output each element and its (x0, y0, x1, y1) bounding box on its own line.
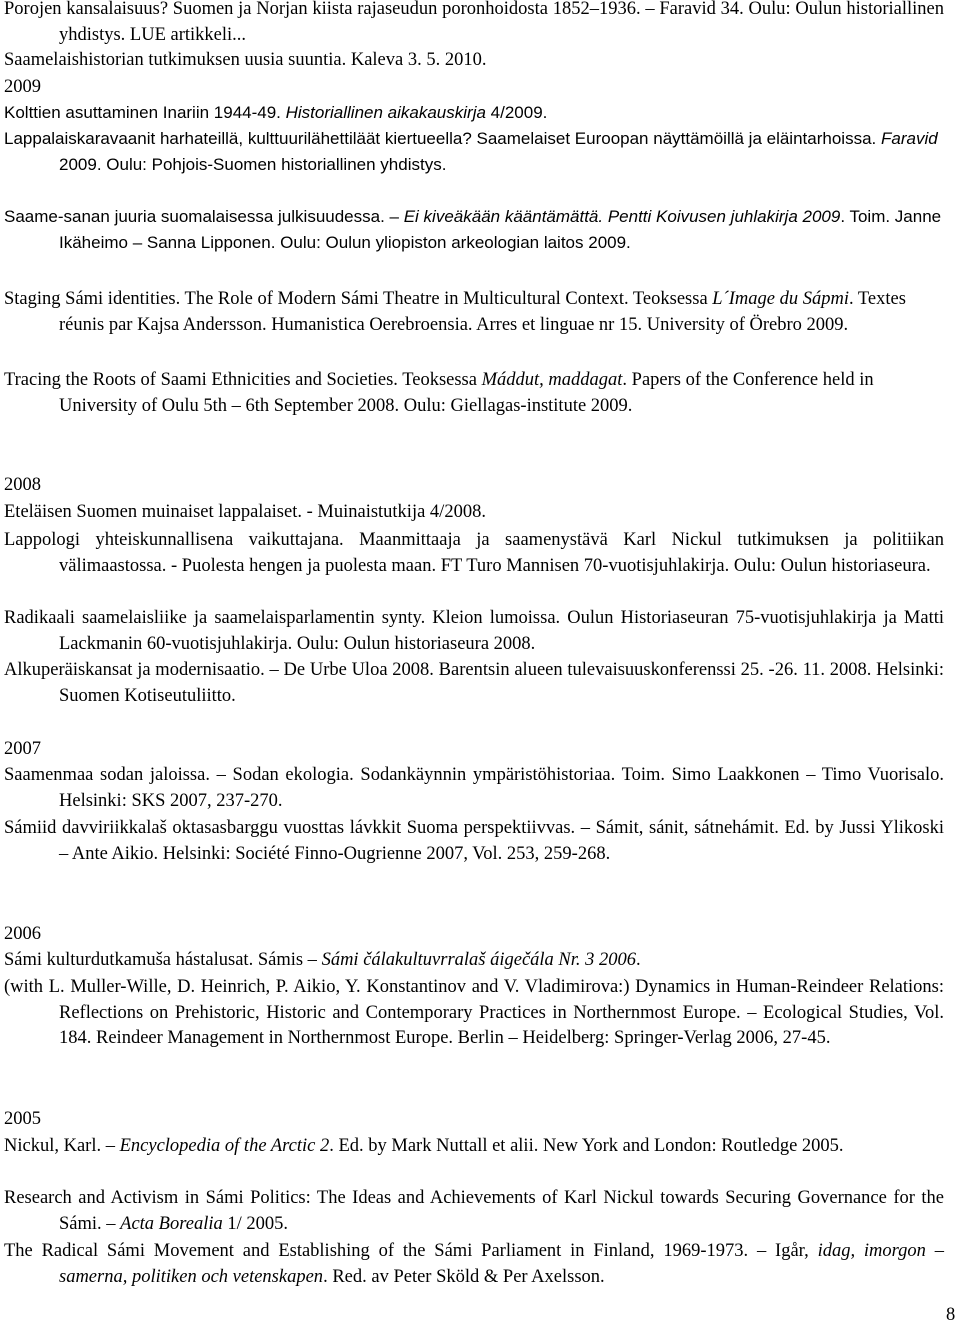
bib-entry-radical-sami: The Radical Sámi Movement and Establishing of the Sámi Parliament in Finland, 1969-1973. – Igår, idag, imorgon – samerna, politiken och vetenskapen. Red. av Peter Sköld & Per Axelsson. (4, 1241, 945, 1287)
bib-entry-sami-kultur: Sámi kulturdutkamuša hástalusat. Sámis – Sámi čálakultuvrralaš áigečála Nr. 3 2006. (4, 950, 641, 970)
bib-entry-lappologi: Lappologi yhteiskunnallisena vaikuttajana. Maanmittaaja ja saamenystävä Karl Nickul tutkimuksen ja politiikan välimaastossa. - Puolesta hengen ja puolesta maan. FT Turo Mannisen 70-vuotisjuhlakirja. Oulu: Oulun historiaseura. (4, 530, 944, 576)
bib-entry-saamenmaa: Saamenmaa sodan jaloissa. – Sodan ekologia. Sodankäynnin ympäristöhistoriaa. Toim. Simo Laakkonen – Timo Vuorisalo. Helsinki: SKS 2007, 237-270. (4, 765, 944, 811)
bib-entry-porojen: Porojen kansalaisuus? Suomen ja Norjan kiista rajaseudun poronhoidosta 1852–1936. – Faravid 34. Oulu: Oulun historiallinen yhdistys. LUE artikkeli... (4, 0, 944, 45)
year-heading-2008: 2008 (4, 475, 41, 495)
bib-entry-tracing-roots: Tracing the Roots of Saami Ethnicities and Societies. Teoksessa Máddut, maddagat. Papers of the Conference held in University of Oulu 5th – 6th September 2008. Oulu: Giellagas-institute 2009. (4, 370, 874, 416)
bib-entry-kolttien: Kolttien asuttaminen Inariin 1944-49. Historiallinen aikakauskirja 4/2009. (4, 103, 548, 122)
bib-entry-samiid: Sámiid davviriikkalaš oktasasbarggu vuosttas lávkkit Suoma perspektiivvas. – Sámit, sánit, sátnehámit. Ed. by Jussi Ylikoski – Ante Aikio. Helsinki: Société Finno-Ougrienne 2007, Vol. 253, 259-268. (4, 818, 944, 864)
year-heading-2006: 2006 (4, 924, 41, 944)
year-heading-2009: 2009 (4, 77, 41, 97)
bib-entry-alkuperaiskansat: Alkuperäiskansat ja modernisaatio. – De Urbe Uloa 2008. Barentsin alueen tulevaisuuskonferenssi 25. -26. 11. 2008. Helsinki: Suomen Kotiseutuliitto. (4, 660, 944, 706)
bib-entry-lappalaiskaravaanit: Lappalaiskaravaanit harhateillä, kulttuurilähettiläät kiertueella? Saamelaiset Euroopan näyttämöillä ja eläintarhoissa. Faravid 2009. Oulu: Pohjois-Suomen historiallinen yhdistys. (4, 129, 938, 174)
bib-entry-saame-sanan: Saame-sanan juuria suomalaisessa julkisuudessa. – Ei kiveäkään kääntämättä. Pentti Koivusen juhlakirja 2009. Toim. Janne Ikäheimo – Sanna Lipponen. Oulu: Oulun yliopiston arkeologian laitos 2009. (4, 207, 942, 252)
year-heading-2007: 2007 (4, 739, 41, 759)
year-heading-2005: 2005 (4, 1109, 41, 1129)
bib-entry-radikaali: Radikaali saamelaisliike ja saamelaisparlamentin synty. Kleion lumoissa. Oulun Historiaseuran 75-vuotisjuhlakirja ja Matti Lackmanin 60-vuotisjuhlakirja. Oulu: Oulun historiaseura 2008. (4, 608, 944, 654)
bib-entry-dynamics: (with L. Muller-Wille, D. Heinrich, P. Aikio, Y. Konstantinov and V. Vladimirova:) Dynamics in Human-Reindeer Relations: Reflections on Prehistoric, Historic and Contemporary Practices in Northernmost Europe. – Ecological Studies, Vol. 184. Reindeer Management in Northernmost Europe. Berlin – Heidelberg: Springer-Verlag 2006, 27-45. (4, 977, 944, 1048)
page-number: 8 (946, 1305, 956, 1325)
bib-entry-staging-sami: Staging Sámi identities. The Role of Modern Sámi Theatre in Multicultural Context. Teoksessa L´Image du Sápmi. Textes réunis par Kajsa Andersson. Humanistica Oerebroensia. Arres et linguae nr 15. University of Örebro 2009. (4, 289, 906, 335)
bib-entry-research-activism: Research and Activism in Sámi Politics: The Ideas and Achievements of Karl Nickul towards Securing Governance for the Sámi. – Acta Borealia 1/ 2005. (4, 1188, 944, 1234)
bib-entry-etelaisen: Eteläisen Suomen muinaiset lappalaiset. - Muinaistutkija 4/2008. (4, 502, 486, 522)
bib-entry-saamelaishistorian: Saamelaishistorian tutkimuksen uusia suuntia. Kaleva 3. 5. 2010. (4, 50, 487, 70)
bib-entry-nickul: Nickul, Karl. – Encyclopedia of the Arctic 2. Ed. by Mark Nuttall et alii. New York and London: Routledge 2005. (4, 1136, 844, 1156)
